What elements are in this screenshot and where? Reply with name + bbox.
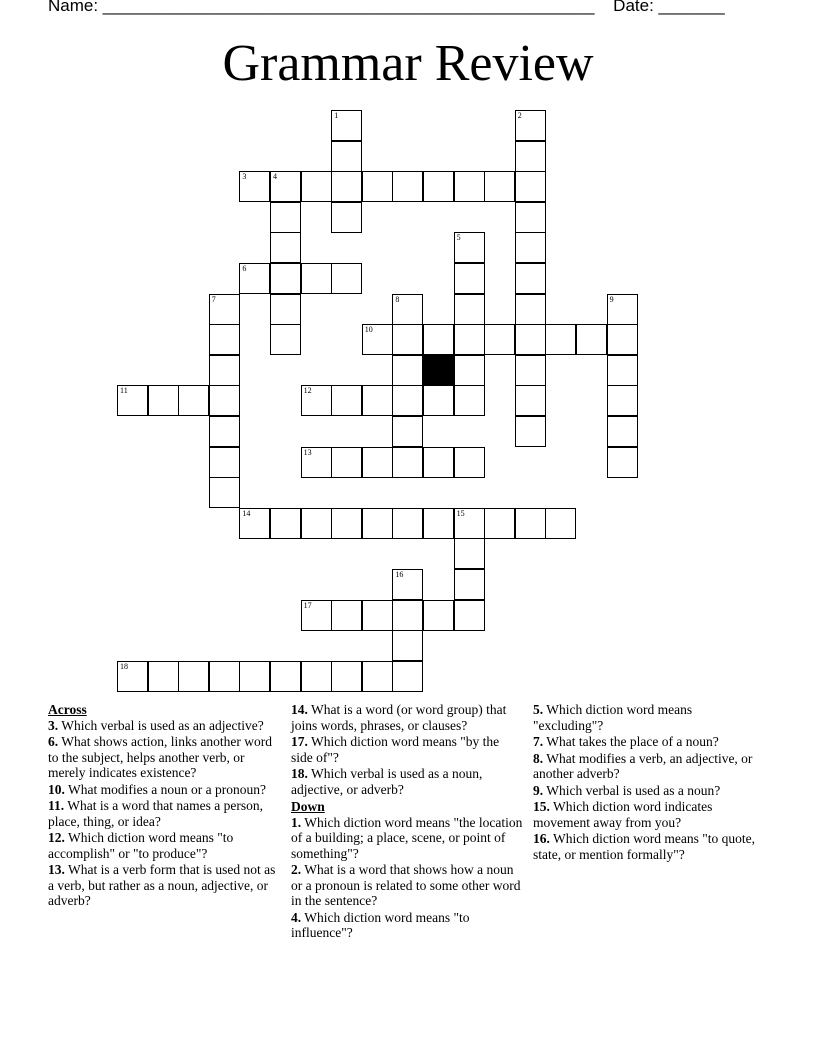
grid-cell[interactable] xyxy=(607,416,638,447)
cell-number: 14 xyxy=(242,508,251,518)
clue-text: Which verbal is used as an adjective? xyxy=(61,717,264,733)
grid-cell[interactable] xyxy=(239,661,270,692)
grid-cell[interactable] xyxy=(209,661,240,692)
grid-cell[interactable] xyxy=(392,416,423,447)
clue-down-4 xyxy=(291,910,523,941)
grid-cell[interactable] xyxy=(270,202,301,233)
grid-cell[interactable] xyxy=(301,661,332,692)
grid-cell[interactable] xyxy=(331,110,362,141)
grid-cell[interactable] xyxy=(209,447,240,478)
grid-cell[interactable] xyxy=(301,263,332,294)
grid-cell[interactable] xyxy=(362,324,393,355)
grid-cell[interactable] xyxy=(209,416,240,447)
clue-text: What is a word that shows how a noun or a pronoun is related to some other word in the sentence? xyxy=(291,862,521,908)
clue-down-8 xyxy=(533,751,761,782)
grid-cell[interactable] xyxy=(209,355,240,386)
clue-down-7 xyxy=(533,734,761,750)
cell-number: 18 xyxy=(120,661,128,671)
cell-number: 8 xyxy=(395,294,400,304)
grid-cell[interactable] xyxy=(576,324,607,355)
clue-number: 9. xyxy=(533,782,544,798)
clue-across-17 xyxy=(291,734,523,765)
grid-cell[interactable] xyxy=(239,263,270,294)
grid-cell[interactable] xyxy=(392,661,423,692)
grid-cell[interactable] xyxy=(331,202,362,233)
grid-cell[interactable] xyxy=(148,661,179,692)
grid-cell[interactable] xyxy=(423,324,454,355)
clue-across-12 xyxy=(48,830,276,861)
clue-across-6 xyxy=(48,734,276,781)
clue-text: Which diction word means "by the side of"? xyxy=(291,734,500,765)
grid-cell[interactable] xyxy=(301,171,332,202)
clue-number: 11. xyxy=(48,798,65,813)
cell-number: 4 xyxy=(273,172,277,182)
cell-number: 2 xyxy=(517,111,522,120)
grid-cell[interactable] xyxy=(423,447,454,478)
clue-across-11 xyxy=(48,798,276,829)
grid-cell[interactable] xyxy=(454,385,485,416)
grid-cell[interactable] xyxy=(392,324,423,355)
clue-text: What modifies a noun or a pronoun? xyxy=(68,781,266,797)
cell-number: 5 xyxy=(456,233,461,243)
grid-cell[interactable] xyxy=(607,324,638,355)
grid-cell[interactable] xyxy=(484,171,515,202)
grid-cell[interactable] xyxy=(454,171,485,202)
page-title: Grammar Review xyxy=(222,35,594,92)
grid-cell[interactable] xyxy=(392,600,423,631)
clue-down-1 xyxy=(291,815,523,862)
grid-cell[interactable] xyxy=(515,263,546,294)
clue-text: What is a word that names a person, place, thing, or idea? xyxy=(48,798,263,829)
grid-cell[interactable] xyxy=(209,477,240,508)
clue-number: 18. xyxy=(291,766,308,781)
clue-down-9 xyxy=(533,783,761,799)
clues-column-2 xyxy=(291,700,523,942)
grid-cell[interactable] xyxy=(515,110,546,141)
grid-cell[interactable] xyxy=(515,324,546,355)
grid-cell[interactable] xyxy=(331,600,362,631)
grid-cell[interactable] xyxy=(392,508,423,539)
cell-number: 13 xyxy=(303,447,312,457)
grid-cell[interactable] xyxy=(515,141,546,172)
grid-cell[interactable] xyxy=(148,385,179,416)
across-heading: Across xyxy=(48,702,87,717)
grid-cell[interactable] xyxy=(178,385,209,416)
clue-text: Which diction word means "to quote, state, or mention formally"? xyxy=(533,831,755,862)
clue-number: 7. xyxy=(533,734,544,749)
clue-across-3 xyxy=(48,718,276,734)
grid-cell[interactable] xyxy=(392,355,423,386)
clue-text: Which diction word means "to accomplish" or "to produce"? xyxy=(48,830,234,861)
grid-cell[interactable] xyxy=(331,171,362,202)
clue-text: What modifies a verb, an adjective, or another adverb? xyxy=(533,750,753,781)
clue-number: 15. xyxy=(533,799,550,814)
cell-number: 11 xyxy=(120,386,128,396)
grid-cell[interactable] xyxy=(515,294,546,325)
grid-cell[interactable] xyxy=(178,661,209,692)
grid-cell[interactable] xyxy=(454,569,485,600)
clue-across-14 xyxy=(291,702,523,733)
cell-number: 17 xyxy=(303,600,312,610)
grid-cell[interactable] xyxy=(362,508,393,539)
grid-cell[interactable] xyxy=(239,508,270,539)
grid-cell[interactable] xyxy=(270,661,301,692)
grid-cell[interactable] xyxy=(362,661,393,692)
cell-number: 6 xyxy=(242,264,247,273)
clue-number: 3. xyxy=(48,717,59,733)
grid-cell[interactable] xyxy=(545,324,576,355)
cell-number: 12 xyxy=(303,386,312,396)
grid-cell[interactable] xyxy=(607,355,638,386)
grid-cell[interactable] xyxy=(301,508,332,539)
grid-cell[interactable] xyxy=(270,171,301,202)
clue-text: Which diction word indicates movement away from you? xyxy=(533,799,713,830)
grid-cell[interactable] xyxy=(331,508,362,539)
clue-down-5 xyxy=(533,702,761,733)
grid-cell[interactable] xyxy=(270,232,301,263)
grid-cell[interactable] xyxy=(117,385,148,416)
grid-cell[interactable] xyxy=(392,294,423,325)
grid-cell[interactable] xyxy=(392,171,423,202)
clue-number: 13. xyxy=(48,862,65,877)
clue-down-2 xyxy=(291,862,523,909)
clue-text: Which diction word means "the location of a building; a place, scene, or point of something"? xyxy=(291,814,523,861)
grid-cell[interactable] xyxy=(423,508,454,539)
grid-cell[interactable] xyxy=(270,263,301,294)
grid-cell[interactable] xyxy=(423,171,454,202)
clue-number: 14. xyxy=(291,702,308,717)
grid-cell[interactable] xyxy=(423,600,454,631)
clue-text: What is a word (or word group) that joins words, phrases, or clauses? xyxy=(291,702,507,733)
grid-cell[interactable] xyxy=(239,171,270,202)
grid-cell[interactable] xyxy=(209,324,240,355)
grid-cell[interactable] xyxy=(454,232,485,263)
grid-cell[interactable] xyxy=(117,661,148,692)
name-field[interactable]: Name: ____________________________________________________ xyxy=(48,0,595,15)
grid-cell[interactable] xyxy=(331,385,362,416)
grid-cell[interactable] xyxy=(515,232,546,263)
grid-cell[interactable] xyxy=(331,661,362,692)
clue-text: Which diction word means "to influence"? xyxy=(291,909,470,940)
grid-cell[interactable] xyxy=(454,294,485,325)
grid-cell[interactable] xyxy=(515,416,546,447)
cell-number: 16 xyxy=(395,570,404,579)
grid-cell[interactable] xyxy=(545,508,576,539)
grid-cell[interactable] xyxy=(331,141,362,172)
grid-cell[interactable] xyxy=(270,508,301,539)
grid-cell[interactable] xyxy=(362,171,393,202)
grid-cell[interactable] xyxy=(301,385,332,416)
grid-cell[interactable] xyxy=(362,447,393,478)
grid-cell[interactable] xyxy=(454,508,485,539)
grid-cell[interactable] xyxy=(484,324,515,355)
grid-cell[interactable] xyxy=(607,447,638,478)
grid-cell[interactable] xyxy=(331,447,362,478)
clue-number: 12. xyxy=(48,830,65,845)
clue-text: Which verbal is used as a noun, adjective, or adverb? xyxy=(291,766,483,797)
clue-number: 1. xyxy=(291,814,302,830)
grid-cell[interactable] xyxy=(515,202,546,233)
grid-cell[interactable] xyxy=(423,385,454,416)
clue-number: 2. xyxy=(291,862,302,877)
grid-cell[interactable] xyxy=(484,508,515,539)
grid-cell[interactable] xyxy=(392,569,423,600)
grid-cell[interactable] xyxy=(301,447,332,478)
grid-cell[interactable] xyxy=(454,324,485,355)
cell-number: 1 xyxy=(334,111,339,120)
clue-number: 8. xyxy=(533,750,544,766)
grid-cell[interactable] xyxy=(209,294,240,325)
clue-number: 5. xyxy=(533,702,544,717)
grid-cell[interactable] xyxy=(209,385,240,416)
grid-cell[interactable] xyxy=(270,324,301,355)
clue-across-18 xyxy=(291,766,523,797)
grid-cell[interactable] xyxy=(362,600,393,631)
down-heading: Down xyxy=(291,799,325,814)
clue-across-13 xyxy=(48,862,276,909)
grid-cell[interactable] xyxy=(607,294,638,325)
clue-number: 6. xyxy=(48,734,59,749)
grid-cell[interactable] xyxy=(392,385,423,416)
grid-cell[interactable] xyxy=(515,171,546,202)
clue-number: 4. xyxy=(291,909,302,925)
grid-cell[interactable] xyxy=(392,447,423,478)
grid-cell[interactable] xyxy=(362,385,393,416)
grid-cell[interactable] xyxy=(270,294,301,325)
grid-cell[interactable] xyxy=(454,447,485,478)
clue-text: Which diction word means "excluding"? xyxy=(533,702,693,733)
grid-cell[interactable] xyxy=(454,600,485,631)
clue-number: 17. xyxy=(291,734,308,749)
cell-number: 10 xyxy=(364,325,373,335)
cell-number: 3 xyxy=(242,172,247,182)
grid-cell[interactable] xyxy=(454,355,485,386)
grid-cell[interactable] xyxy=(392,630,423,661)
clues-column-3 xyxy=(533,700,761,863)
cell-number: 9 xyxy=(609,294,614,304)
grid-cell[interactable] xyxy=(607,385,638,416)
clues-column-1 xyxy=(48,700,276,910)
grid-cell[interactable] xyxy=(515,385,546,416)
clue-text: What shows action, links another word to the subject, helps another verb, or merely indicates existence? xyxy=(48,734,272,780)
cell-number: 7 xyxy=(211,294,216,304)
clue-down-15 xyxy=(533,799,761,830)
grid-cell[interactable] xyxy=(301,600,332,631)
grid-cell[interactable] xyxy=(454,538,485,569)
clue-number: 10. xyxy=(48,781,65,797)
clue-text: What is a verb form that is used not as a verb, but rather as a noun, adjective, or adverb? xyxy=(48,862,276,908)
black-square xyxy=(423,355,454,386)
clue-down-16 xyxy=(533,831,761,862)
clue-across-10 xyxy=(48,782,276,798)
grid-cell[interactable] xyxy=(331,263,362,294)
cell-number: 15 xyxy=(456,508,465,518)
clue-text: Which verbal is used as a noun? xyxy=(546,782,721,798)
date-field[interactable]: Date: _______ xyxy=(613,0,725,15)
grid-cell[interactable] xyxy=(515,355,546,386)
clue-text: What takes the place of a noun? xyxy=(546,734,719,749)
grid-cell[interactable] xyxy=(515,508,546,539)
grid-cell[interactable] xyxy=(454,263,485,294)
clue-number: 16. xyxy=(533,831,550,846)
